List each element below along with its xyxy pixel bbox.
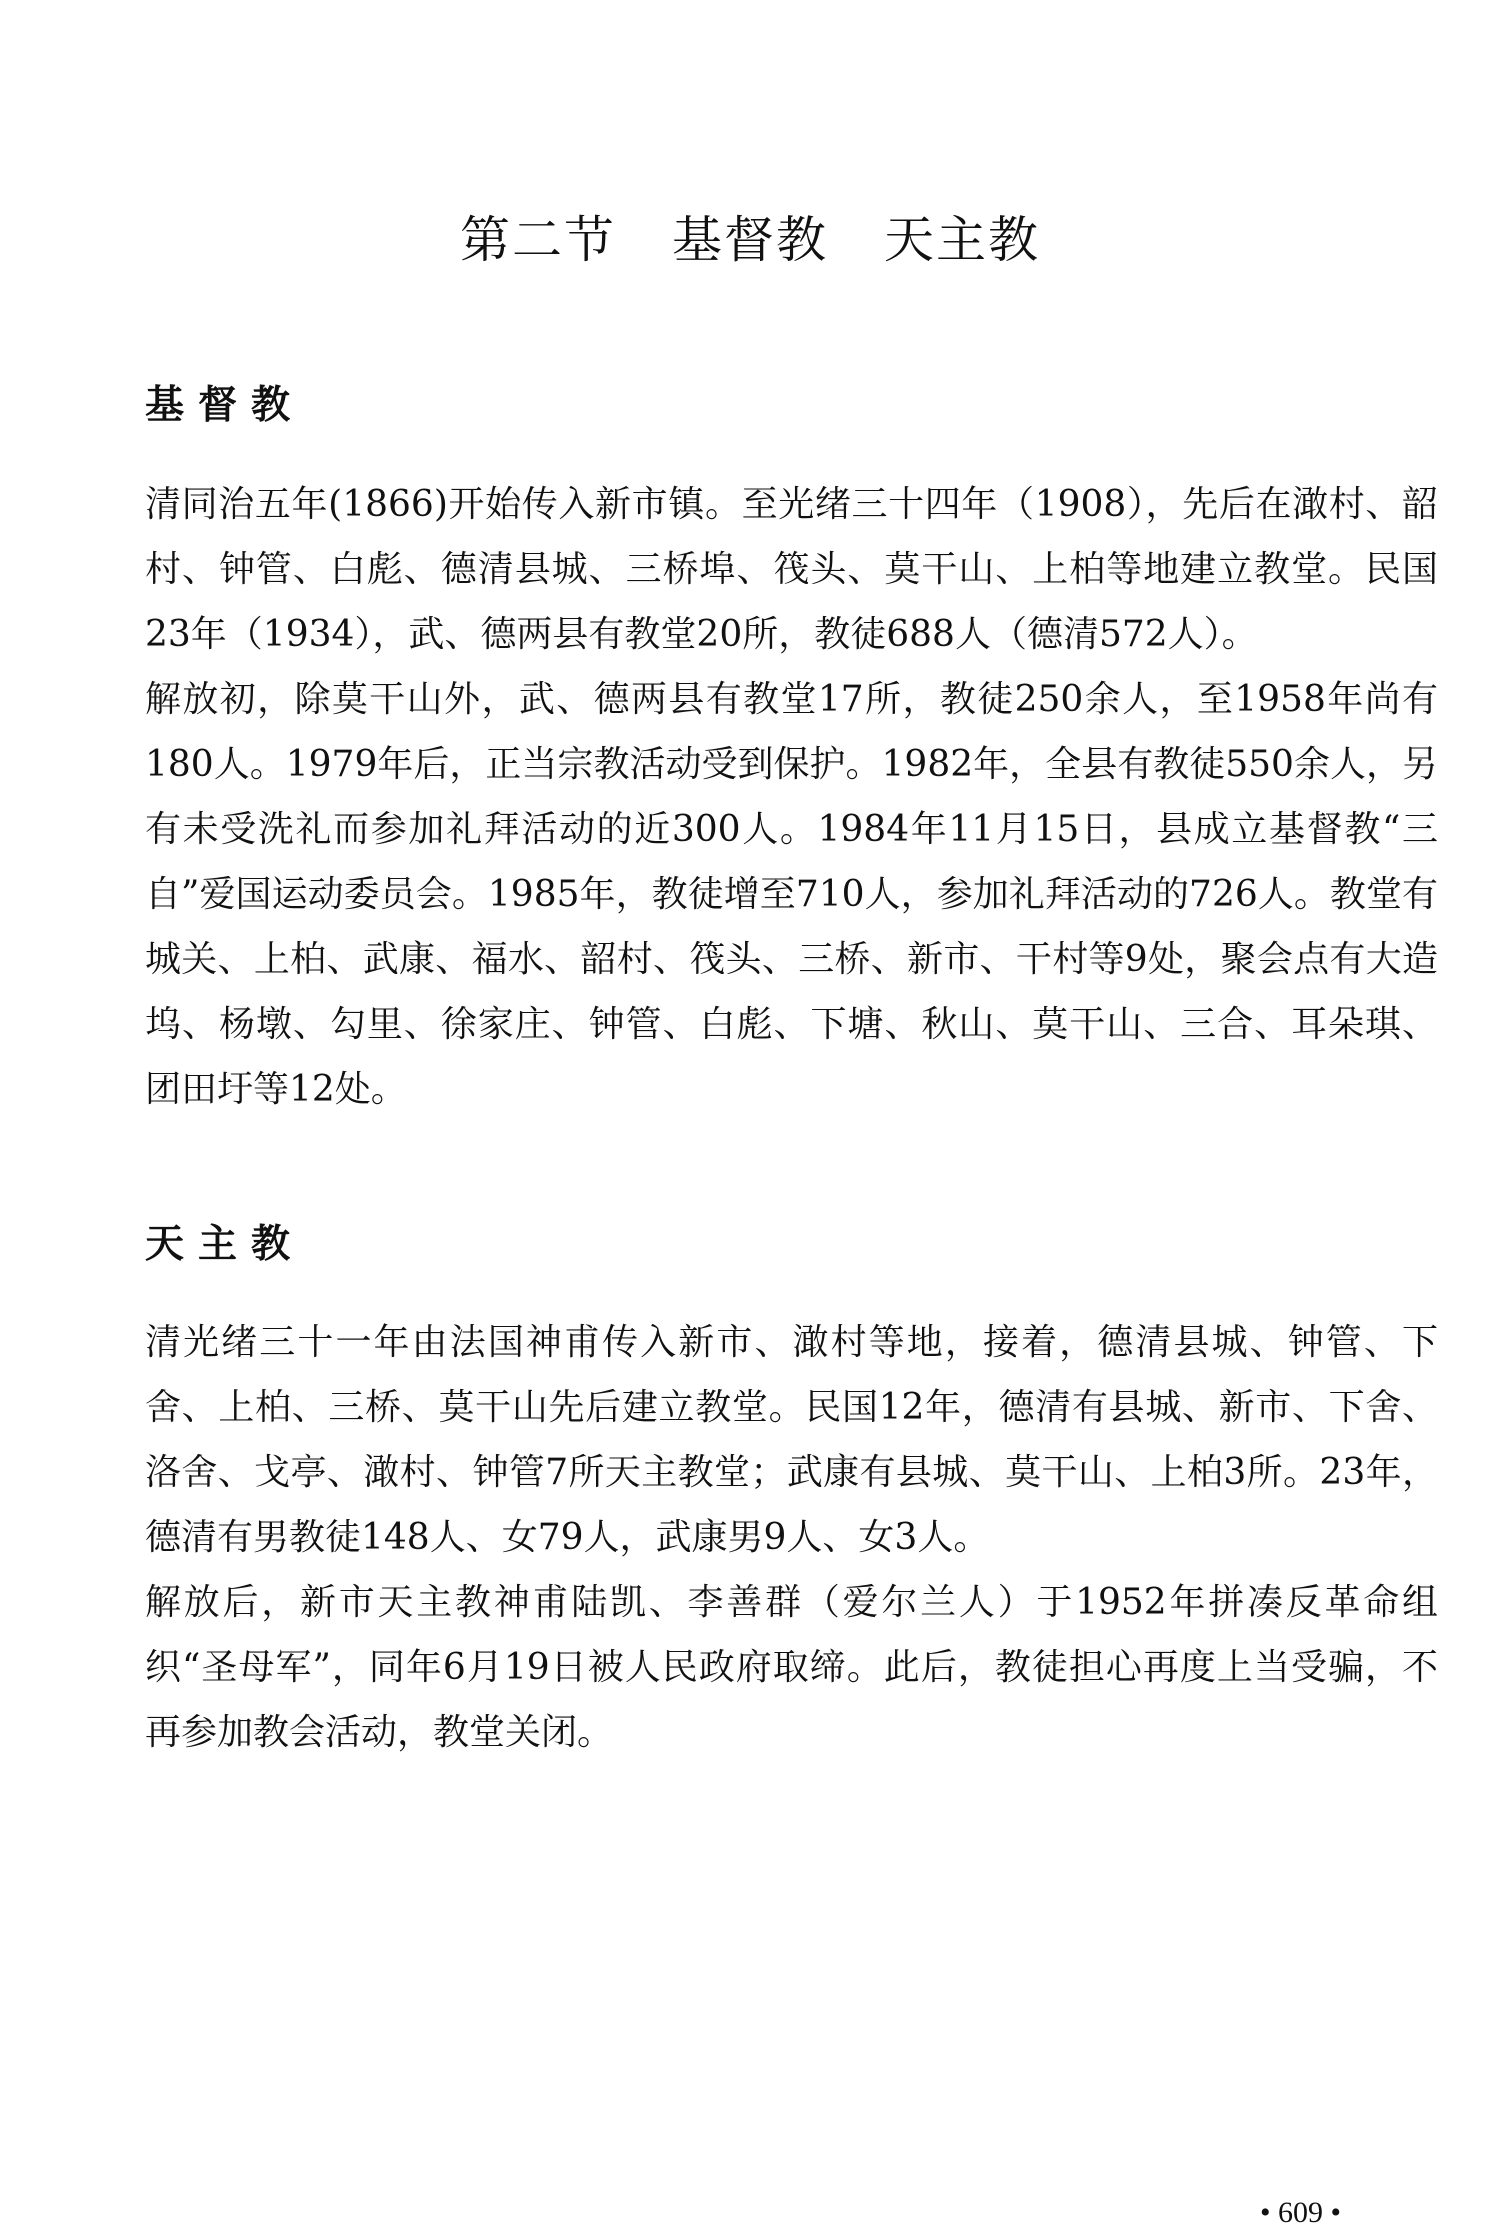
christianity-body: [145, 472, 1438, 1122]
catholicism-body: [145, 1310, 1438, 1765]
catholicism-paragraph-1: 清光绪三十一年由法国神甫传入新市、澉村等地，接着，德清县城、钟管、下舍、上柏、三桥、莫干山先后建立教堂。民国12年，德清有县城、新市、下舍、洛舍、戈亭、澉村、钟管7所天主教堂；武康有县城、莫干山、上柏3所。23年，德清有男教徒148人、女79人，武康男9人、女3人。: [145, 1322, 1438, 1558]
catholicism-heading: 天主教: [145, 1222, 305, 1267]
section-title: [0, 200, 1500, 272]
section-title-part2: 天主教: [884, 211, 1040, 269]
christianity-paragraph-2: 解放初，除莫干山外，武、德两县有教堂17所，教徒250余人，至1958年尚有180人。1979年后，正当宗教活动受到保护。1982年，全县有教徒550余人，另有未受洗礼而参加礼拜活动的近300人。1984年11月15日，县成立基督教“三自”爱国运动委员会。1985年，教徒增至710人，参加礼拜活动的726人。教堂有城关、上柏、武康、福水、韶村、筏头、三桥、新市、干村等9处，聚会点有大造坞、杨墩、勾里、徐家庄、钟管、白彪、下塘、秋山、莫干山、三合、耳朵琪、团田圩等12处。: [145, 679, 1438, 1110]
page-number: • 609 •: [1260, 2196, 1342, 2229]
section-number: 第二节: [460, 211, 616, 269]
catholicism-paragraph-2: 解放后，新市天主教神甫陆凯、李善群（爱尔兰人）于1952年拼凑反革命组织“圣母军”，同年6月19日被人民政府取缔。此后，教徒担心再度上当受骗，不再参加教会活动，教堂关闭。: [145, 1582, 1438, 1753]
section-title-part1: 基督教: [672, 211, 828, 269]
christianity-heading: 基督教: [145, 383, 305, 428]
christianity-paragraph-1: 清同治五年(1866)开始传入新市镇。至光绪三十四年（1908），先后在澉村、韶村、钟管、白彪、德清县城、三桥埠、筏头、莫干山、上柏等地建立教堂。民国23年（1934），武、德两县有教堂20所，教徒688人（德清572人）。: [145, 484, 1438, 655]
